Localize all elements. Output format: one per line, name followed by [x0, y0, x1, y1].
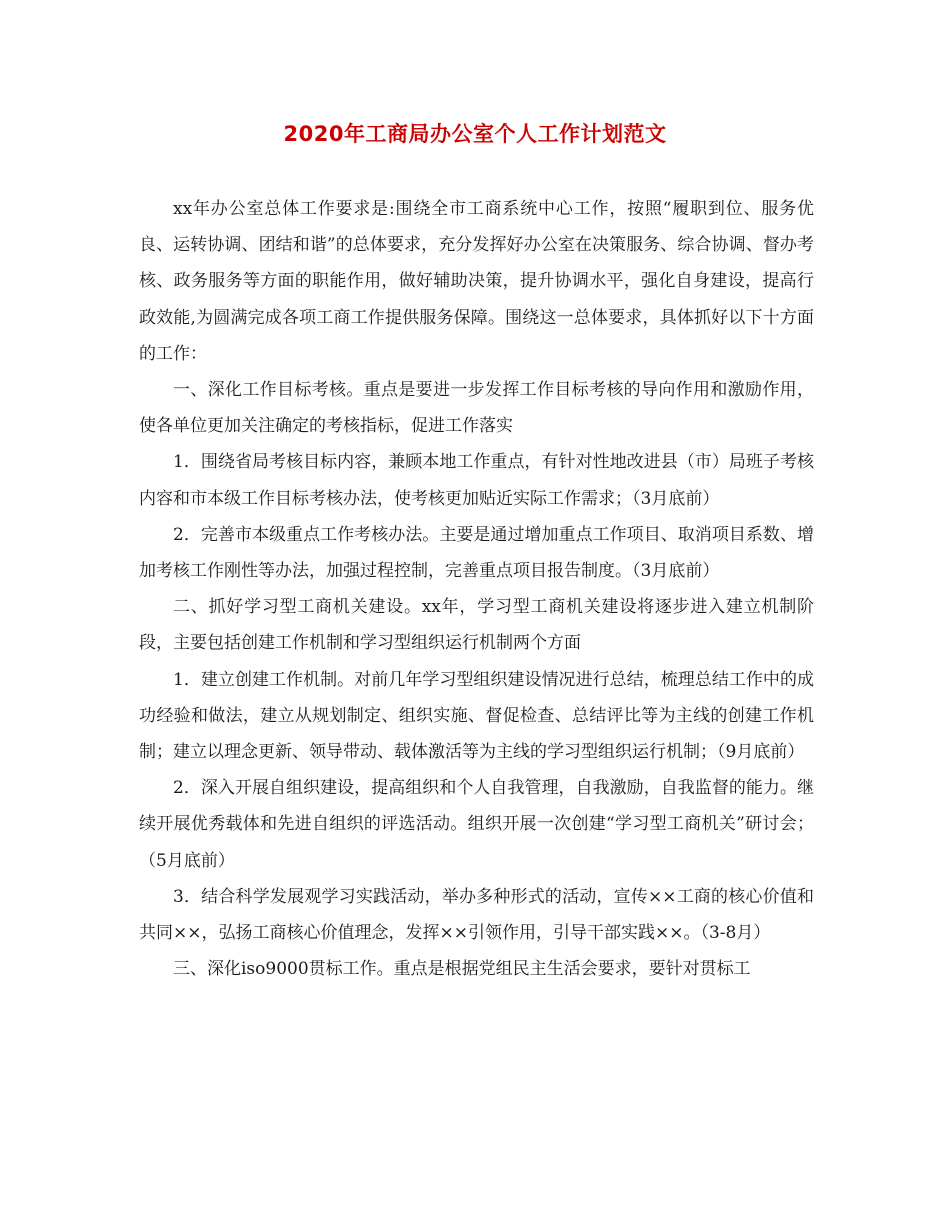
document-body: [139, 191, 814, 987]
paragraph-item-2-3: 3．结合科学发展观学习实践活动，举办多种形式的活动，宣传××工商的核心价值和共同××，弘扬工商核心价值理念，发挥××引领作用，引导干部实践××。（3-8月）: [139, 886, 814, 944]
paragraph-section-2: 二、抓好学习型工商机关建设。xx年，学习型工商机关建设将逐步进入建立机制阶段，主要包括创建工作机制和学习型组织运行机制两个方面: [139, 597, 814, 654]
paragraph-section-3: 三、深化iso9000贯标工作。重点是根据党组民主生活会要求，要针对贯标工: [173, 959, 751, 980]
paragraph-item-2-1: 1．建立创建工作机制。对前几年学习型组织建设情况进行总结，梳理总结工作中的成功经验和做法，建立从规划制定、组织实施、督促检查、总结评比等为主线的创建工作机制；建立以理念更新、领导带动、载体激活等为主线的学习型组织运行机制；（9月底前）: [139, 669, 814, 763]
document-title: 2020年工商局办公室个人工作计划范文: [283, 122, 667, 146]
paragraph-intro: xx年办公室总体工作要求是:围绕全市工商系统中心工作，按照“履职到位、服务优良、运转协调、团结和谐”的总体要求，充分发挥好办公室在决策服务、综合协调、督办考核、政务服务等方面的职能作用，做好辅助决策，提升协调水平，强化自身建设，提高行政效能,为圆满完成各项工商工作提供服务保障。围绕这一总体要求，具体抓好以下十方面的工作：: [139, 199, 814, 364]
paragraph-item-2-2: 2．深入开展自组织建设，提高组织和个人自我管理，自我激励，自我监督的能力。继续开展优秀载体和先进自组织的评选活动。组织开展一次创建“学习型工商机关”研讨会；（5月底前）: [139, 778, 814, 871]
paragraph-item-1-2: 2．完善市本级重点工作考核办法。主要是通过增加重点工作项目、取消项目系数、增加考核工作刚性等办法，加强过程控制，完善重点项目报告制度。（3月底前）: [139, 524, 814, 582]
paragraph-section-1: 一、深化工作目标考核。重点是要进一步发挥工作目标考核的导向作用和激励作用，使各单位更加关注确定的考核指标，促进工作落实: [139, 380, 814, 437]
paragraph-item-1-1: 1．围绕省局考核目标内容，兼顾本地工作重点，有针对性地改进县（市）局班子考核内容和市本级工作目标考核办法，使考核更加贴近实际工作需求；（3月底前）: [139, 452, 814, 509]
